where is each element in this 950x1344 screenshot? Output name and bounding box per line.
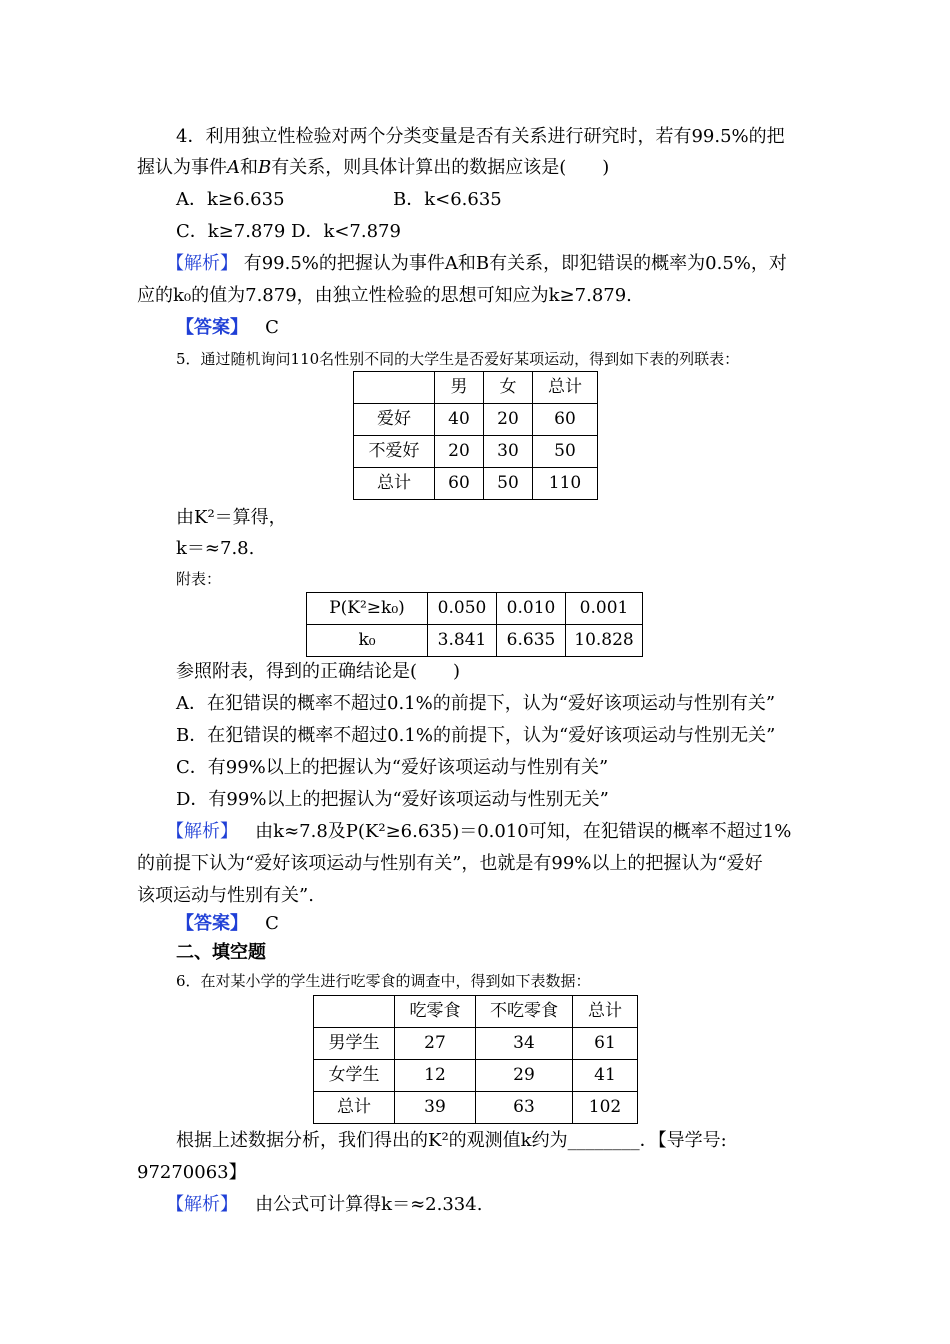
q5-contingency-table [353,371,598,500]
q4-stem-line2-b: 和 [240,157,258,178]
q4-var-a: A [227,157,240,178]
q5-option-c: C．有99%以上的把握认为“爱好该项运动与性别有关” [176,757,609,778]
q5-formula-line1: 由K²＝算得， [176,507,287,528]
q4-analysis-text1: 有99.5%的把握认为事件A和B有关系，即犯错误的概率为0.5%，对 [243,253,787,274]
table-cell: 60 [435,468,484,500]
q6-survey-table [313,995,638,1124]
table-cell: 12 [395,1060,476,1092]
q5-analysis-label: 【解析】 [166,821,238,842]
table-cell: 总计 [354,468,435,500]
q5-question: 参照附表，得到的正确结论是( ) [176,661,461,682]
table-cell: 爱好 [354,404,435,436]
q4-option-cd: C．k≥7.879 D．k<7.879 [176,221,401,242]
table-row [314,1060,638,1092]
q5-appendix-label: 附表： [176,570,222,588]
table-cell: k₀ [307,625,428,657]
table-cell: 男学生 [314,1028,395,1060]
table-cell: 61 [573,1028,638,1060]
table-cell: 总计 [533,372,598,404]
q4-stem-line2-c: 有关系，则具体计算出的数据应该是( ) [271,157,610,178]
table-cell: 10.828 [566,625,643,657]
table-cell: 不爱好 [354,436,435,468]
table-cell: 女学生 [314,1060,395,1092]
q5-answer-line [176,912,279,936]
table-cell: 27 [395,1028,476,1060]
table-cell: 男 [435,372,484,404]
table-cell: 总计 [314,1092,395,1124]
q4-var-b: B [258,157,272,178]
q4-option-b: B．k<6.635 [393,189,502,210]
q6-analysis-line [166,1193,482,1217]
table-cell: 39 [395,1092,476,1124]
q4-answer-label: 【答案】 [176,317,248,338]
table-cell: 34 [476,1028,573,1060]
q5-option-a: A．在犯错误的概率不超过0.1%的前提下，认为“爱好该项运动与性别有关” [176,693,776,714]
table-cell: 102 [573,1092,638,1124]
table-cell: 女 [484,372,533,404]
q5-reference-table [306,592,643,657]
q4-analysis-line1 [166,252,787,276]
q4-analysis-label: 【解析】 [166,253,238,274]
table-cell: 50 [533,436,598,468]
q5-answer-label: 【答案】 [176,913,248,934]
q6-analysis-text: 由公式可计算得k＝≈2.334. [255,1194,483,1215]
table-cell: 30 [484,436,533,468]
table-cell: 60 [533,404,598,436]
table-row [354,436,598,468]
table-cell: 20 [484,404,533,436]
q4-stem-line1: 4．利用独立性检验对两个分类变量是否有关系进行研究时，若有99.5%的把 [176,126,785,147]
table-row [354,468,598,500]
q5-option-d: D．有99%以上的把握认为“爱好该项运动与性别无关” [176,789,609,810]
q5-analysis-line2: 的前提下认为“爱好该项运动与性别有关”，也就是有99%以上的把握认为“爱好 [137,853,763,874]
q5-option-b: B．在犯错误的概率不超过0.1%的前提下，认为“爱好该项运动与性别无关” [176,725,776,746]
table-cell: 41 [573,1060,638,1092]
q5-analysis-line1 [166,820,791,844]
q6-analysis-label: 【解析】 [166,1194,238,1215]
table-cell: 20 [435,436,484,468]
q4-answer-value: C [265,317,279,338]
table-cell: 0.010 [497,593,566,625]
table-cell: 63 [476,1092,573,1124]
table-cell: P(K²≥k₀) [307,593,428,625]
q4-stem-line2-a: 握认为事件 [137,157,227,178]
q5-analysis-line3: 该项运动与性别有关”. [137,885,314,906]
table-row [307,593,643,625]
table-cell: 不吃零食 [476,996,573,1028]
table-cell: 110 [533,468,598,500]
table-row [354,404,598,436]
table-cell: 0.001 [566,593,643,625]
table-cell: 6.635 [497,625,566,657]
table-cell: 吃零食 [395,996,476,1028]
q6-question-line2: 97270063】 [137,1162,247,1183]
table-row [314,1028,638,1060]
table-cell: 3.841 [428,625,497,657]
table-header-row [354,372,598,404]
q5-analysis-text1: 由k≈7.8及P(K²≥6.635)＝0.010可知，在犯错误的概率不超过1% [255,821,792,842]
table-cell: 40 [435,404,484,436]
table-cell: 29 [476,1060,573,1092]
q5-formula-line2: k＝≈7.8. [176,538,255,559]
table-row [314,1092,638,1124]
table-header-row [314,996,638,1028]
q5-answer-value: C [265,913,279,934]
table-cell: 0.050 [428,593,497,625]
section-title: 二、填空题 [176,942,266,963]
q4-stem-line2 [137,156,609,180]
q6-question-line1: 根据上述数据分析，我们得出的K²的观测值k约为________．【导学号: [176,1130,727,1151]
table-cell [314,996,395,1028]
q6-stem: 6．在对某小学的学生进行吃零食的调查中，得到如下表数据： [176,972,591,990]
table-cell [354,372,435,404]
q4-answer-line [176,316,279,340]
q4-analysis-line2: 应的k₀的值为7.879，由独立性检验的思想可知应为k≥7.879. [137,285,632,306]
q5-stem: 5．通过随机询问110名性别不同的大学生是否爱好某项运动，得到如下表的列联表： [176,350,740,368]
q4-option-a: A．k≥6.635 [176,189,285,210]
table-row [307,625,643,657]
table-cell: 总计 [573,996,638,1028]
table-cell: 50 [484,468,533,500]
